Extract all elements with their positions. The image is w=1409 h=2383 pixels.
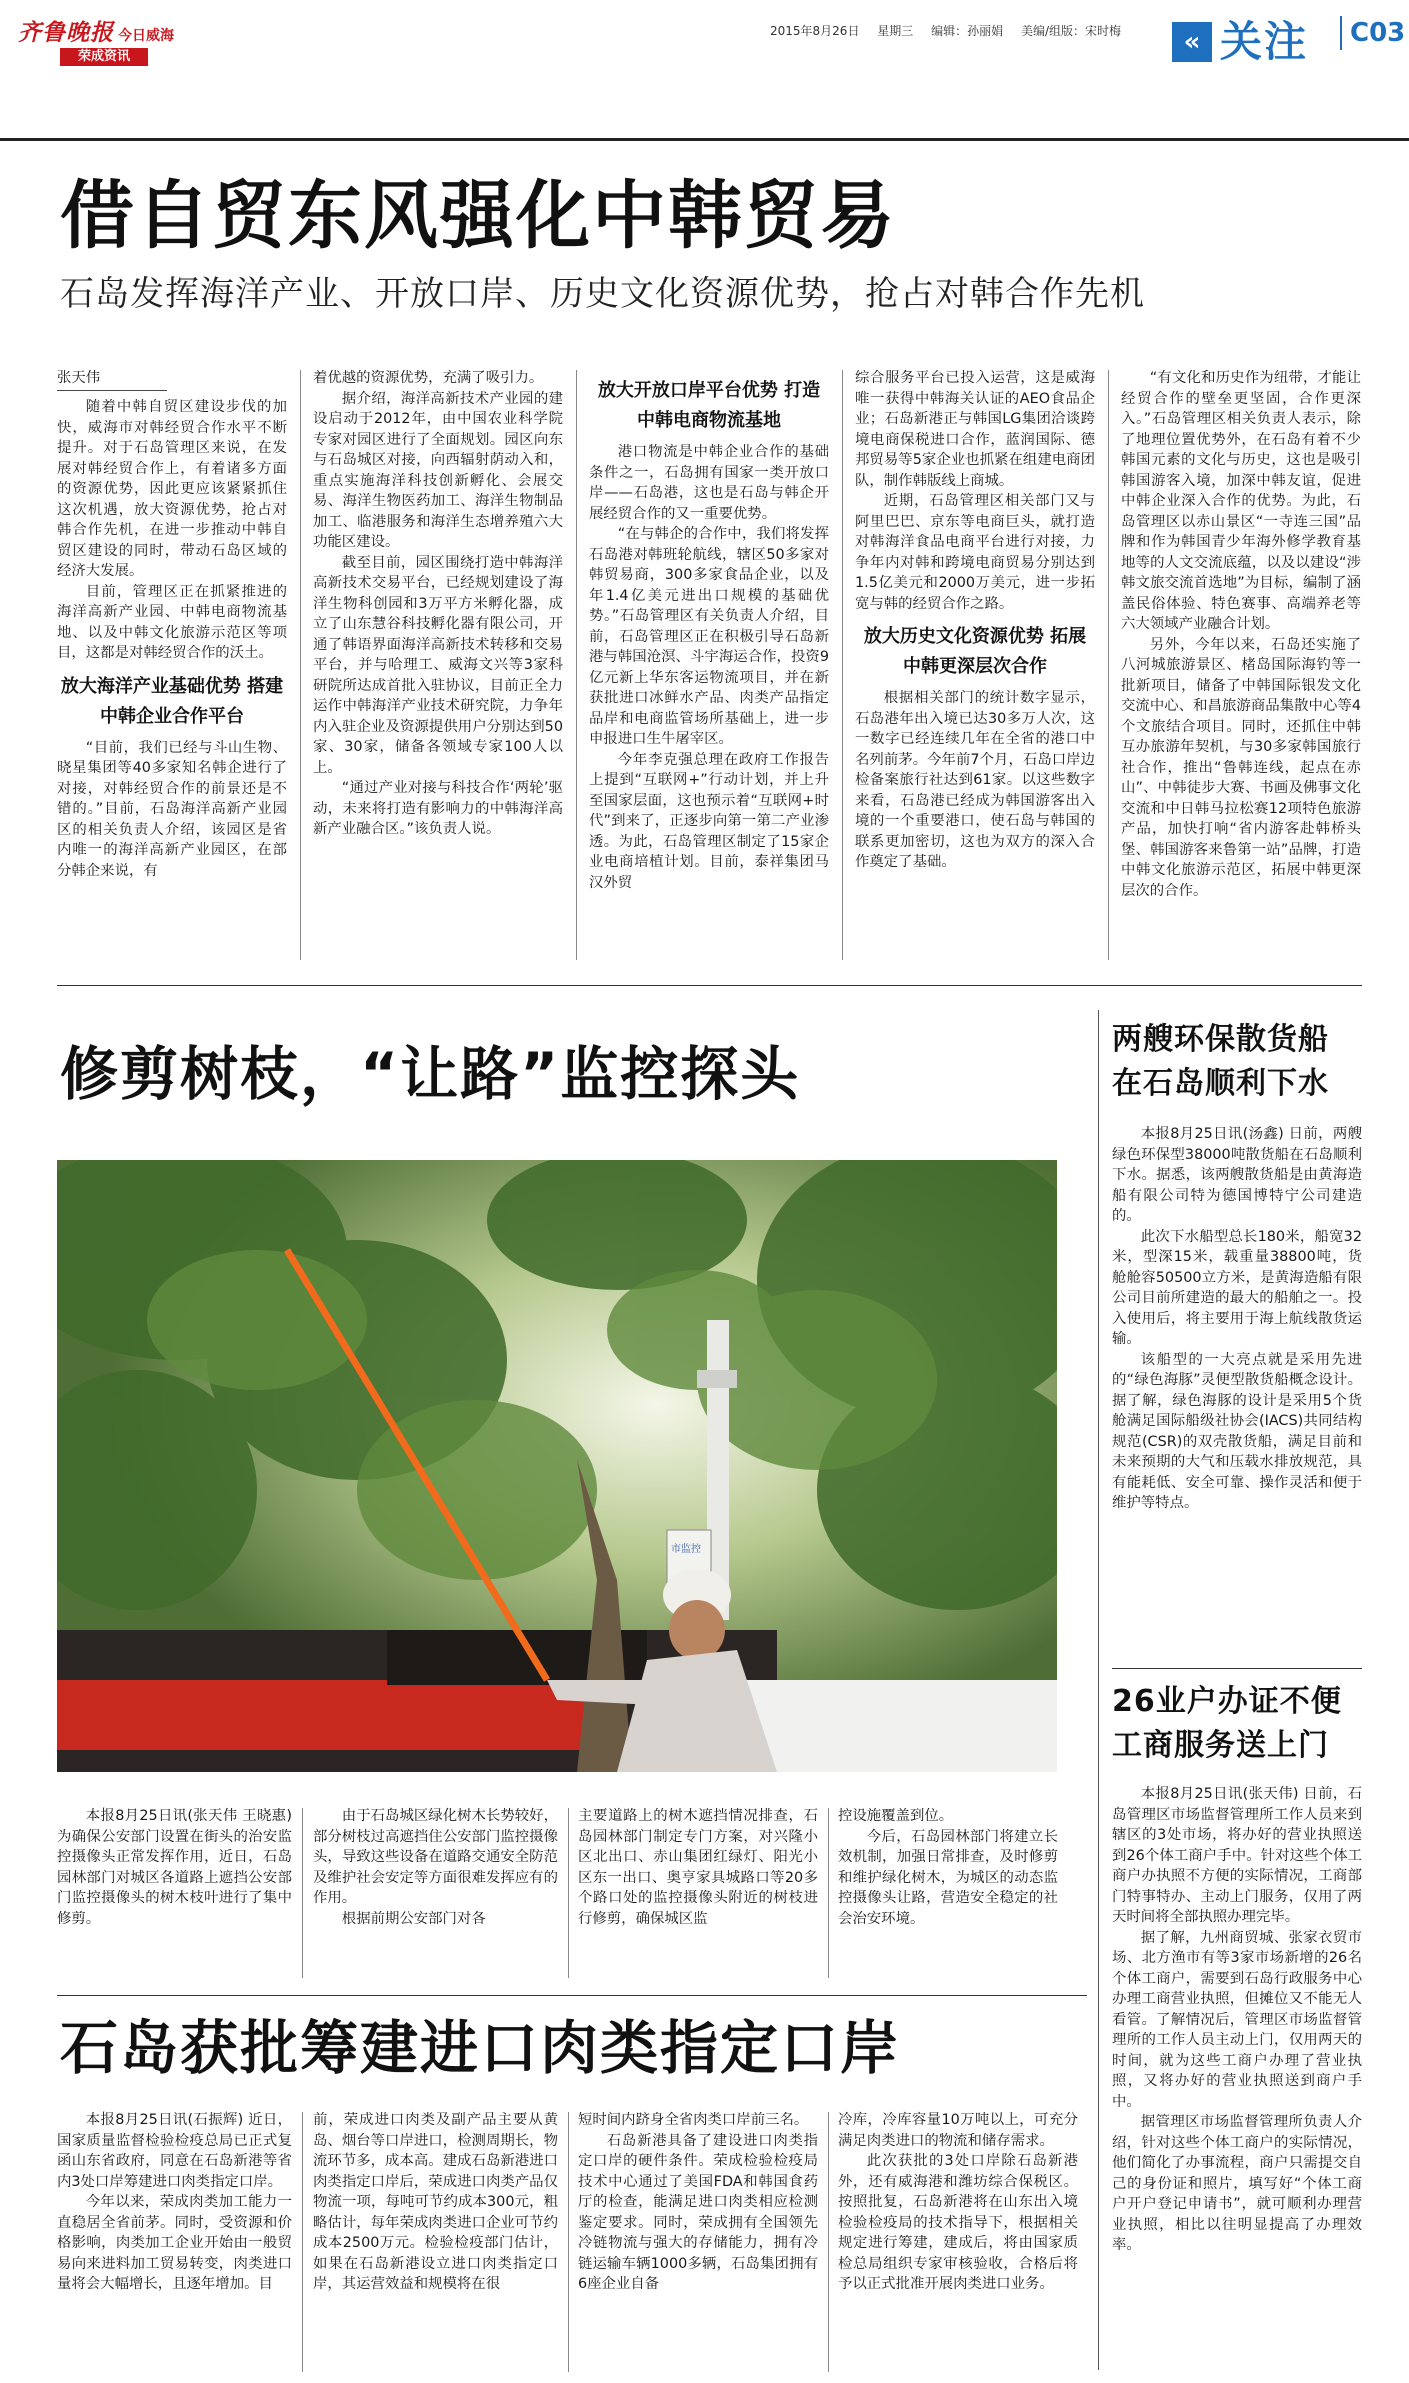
page-number: C03 xyxy=(1340,16,1405,50)
paragraph: 着优越的资源优势，充满了吸引力。 xyxy=(313,370,544,386)
editor-credit: 编辑：孙丽娟 xyxy=(931,24,1004,38)
article3-column-3 xyxy=(578,2110,818,2295)
paragraph: 今后，石岛园林部门将建立长效机制，加强日常排查，及时修剪和维护绿化树木，为城区的动态监控摄像头让路，营造安全稳定的社会治安环境。 xyxy=(838,1828,1058,1927)
paragraph: 今年李克强总理在政府工作报告上提到“互联网+”行动计划，并上升至国家层面，这也预示着“互联网+时代”到来了，正逐步向第一第二产业渗透。为此，石岛管理区制定了15家企业电商培植计划。目前，泰祥集团马汉外贸 xyxy=(589,751,829,891)
column-divider xyxy=(1108,370,1109,960)
article3-headline: 石岛获批筹建进口肉类指定口岸 xyxy=(60,2014,901,2082)
column-divider xyxy=(828,1808,829,1978)
paragraph: 目前，管理区正在抓紧推进的海洋高新产业园、中韩电商物流基地、以及中韩文化旅游示范区等项目，这都是对韩经贸合作的沃土。 xyxy=(57,583,287,661)
paragraph: 该船型的一大亮点就是采用先进的“绿色海豚”灵便型散货船概念设计。据了解，绿色海豚的设计是采用5个货舱满足国际船级社协会(IACS)共同结构规范(CSR)的双壳散货船，满足目前和未来预期的大气和压载水排放规范，具有能耗低、安全可靠、操作灵活和便于维护等特点。 xyxy=(1112,1351,1362,1511)
article1-column-2 xyxy=(313,368,563,840)
article2-column-3 xyxy=(578,1806,818,1929)
issue-date: 2015年8月26日 xyxy=(770,24,860,38)
column-divider xyxy=(300,370,301,960)
paragraph: 今年以来，荣成肉类加工能力一直稳居全省前茅。同时，受资源和价格影响，肉类加工企业开始由一般贸易向来进料加工贸易转变，肉类进口量将会大幅增长，且逐年增加。目 xyxy=(57,2194,292,2292)
paragraph: 前，荣成进口肉类及副产品主要从黄岛、烟台等口岸进口，检测周期长，物流环节多，成本高。建成石岛新港进口肉类指定口岸后，荣成进口肉类产品仅物流一项，每吨可节约成本300元，粗略估计，每年荣成肉类进口企业可节约成本2500万元。检验检疫部门估计，如果在石岛新港设立进口肉类指定口岸，其运营效益和规模将在很 xyxy=(313,2112,558,2292)
article2-column-4 xyxy=(838,1806,1058,1929)
section-label: 荣成资讯 xyxy=(60,48,148,66)
column-divider xyxy=(568,2112,569,2372)
paragraph: “在与韩企的合作中，我们将发挥石岛港对韩班轮航线，辖区50多家对韩贸易商，300多家食品企业，以及年1.4亿美元进出口规模的基础优势。”石岛管理区有关负责人介绍，目前，石岛管理区正在积极引导石岛新港与韩国沧溟、斗宇海运合作，投资9亿元新上华东客运物流项目，并在新获批进口冰鲜水产品、肉类产品指定品岸和电商监管场所基础上，进一步申报进口生牛屠宰区。 xyxy=(589,526,829,747)
paragraph: 港口物流是中韩企业合作的基础条件之一，石岛拥有国家一类开放口岸——石岛港，这也是石岛与韩企开展经贸合作的又一重要优势。 xyxy=(589,444,829,522)
paragraph: 本报8月25日讯(张天伟 王晓惠) 为确保公安部门设置在街头的治安监控摄像头正常发挥作用，近日，石岛园林部门对城区各道路上遮挡公安部门监控摄像头的树木枝叶进行了集中修剪。 xyxy=(57,1808,292,1927)
paragraph: 另外，今年以来，石岛还实施了八河城旅游景区、楮岛国际海钓等一批新项目，储备了中韩国际银发文化交流中心、和昌旅游商品集散中心等4个文旅结合项目。同时，还抓住中韩互办旅游年契机，与30多家韩国旅行社合作，推出“鲁韩连线，起点在赤山”、中韩徒步大赛、书画及佛事文化交流和中日韩马拉松赛12项特色旅游产品，加快打响“省内游客赴韩桥头堡、韩国游客来鲁第一站”品牌，打造中韩文化旅游示范区，拓展中韩更深层次的合作。 xyxy=(1121,636,1361,899)
article1-byline: 张天伟 xyxy=(57,368,167,391)
sidebar1-headline-line1: 两艘环保散货船 xyxy=(1112,1022,1329,1057)
paragraph: 控设施覆盖到位。 xyxy=(838,1808,954,1824)
sidebar1-body xyxy=(1112,1124,1362,1514)
column-divider xyxy=(302,2112,303,2372)
paragraph: 近期，石岛管理区相关部门又与阿里巴巴、京东等电商巨头，就打造对韩海洋食品电商平台进行对接，力争年内对韩和跨境电商贸易分别达到1.5亿美元和2000万美元，进一步拓宽与韩的经贸合作之路。 xyxy=(855,493,1095,612)
double-chevron-left-icon: « xyxy=(1172,22,1212,62)
paragraph: 据介绍，海洋高新技术产业园的建设启动于2012年，由中国农业科学院专家对园区进行了全面规划。园区向东与石岛城区对接，向西辐射荫动入和，重点实施海洋科技创新孵化、会展交易、海洋生物医药加工、海洋生物制品加工、临港服务和海洋生态增养殖六大功能区建设。 xyxy=(313,390,563,550)
article2-column-2 xyxy=(313,1806,558,1929)
paragraph: 此次下水船型总长180米，船宽32米，型深15米，载重量38800吨，货舱舱容50500立方米，是黄海造船有限公司目前所建造的最大的船舶之一。投入使用后，将主要用于海上航线散货运输。 xyxy=(1112,1228,1362,1347)
column-divider xyxy=(568,1808,569,1978)
article1-column-5 xyxy=(1121,368,1361,901)
article1-subhead-3: 放大历史文化资源优势 拓展中韩更深层次合作 xyxy=(863,626,1087,677)
sidebar2-headline-line2: 工商服务送上门 xyxy=(1112,1728,1329,1763)
column-name: 关注 xyxy=(1220,17,1309,66)
article1-column-4 xyxy=(855,368,1095,873)
paragraph: 石岛新港具备了建设进口肉类指定口岸的硬件条件。荣成检验检疫局技术中心通过了美国FDA和韩国食药厅的检查，能满足进口肉类相应检测鉴定要求。同时，荣成拥有全国领先冷链物流与强大的存储能力，拥有冷链运输车辆1000多辆，石岛集团拥有6座企业自备 xyxy=(578,2132,818,2292)
edition-name: 今日威海 xyxy=(118,28,174,44)
paragraph: 综合服务平台已投入运营，这是威海唯一获得中韩海关认证的AEO食品企业；石岛新港正与韩国LG集团洽谈跨境电商保税进口合作，蓝润国际、德邦贸易等5家企业也抓紧在组建电商团队，制作韩版线上商城。 xyxy=(855,370,1095,489)
column-divider xyxy=(828,2112,829,2372)
sidebar1 xyxy=(1112,1018,1362,1514)
article1-headline: 借自贸东风强化中韩贸易 xyxy=(60,173,896,259)
photo-sign-text: 市监控 xyxy=(671,1544,701,1555)
photo-tree-pruning xyxy=(57,1160,1057,1772)
masthead-rule xyxy=(0,138,1409,141)
sidebar-divider xyxy=(1098,1010,1099,2370)
issue-weekday: 星期三 xyxy=(877,24,914,38)
column-divider xyxy=(302,1808,303,1978)
paragraph: 随着中韩自贸区建设步伐的加快，威海市对韩经贸合作水平不断提升。对于石岛管理区来说，在发展对韩经贸合作上，有着诸多方面的资源优势，因此更应该紧紧抓住这次机遇，放大资源优势，抢占对韩合作先机，在进一步推动中韩自贸区建设的同时，带动石岛区域的经济大发展。 xyxy=(57,399,287,579)
photo-tree-pruning-icon xyxy=(57,1160,1057,1772)
column-divider xyxy=(842,370,843,960)
sidebar2-headline-line1: 26业户办证不便 xyxy=(1112,1684,1342,1719)
section-divider xyxy=(57,985,1362,986)
paragraph: “有文化和历史作为纽带，才能让经贸合作的壁垒更坚固，合作更深入。”石岛管理区相关负责人表示，除了地理位置优势外，在石岛有着不少韩国元素的文化与历史，这也是吸引韩国游客入境，加深中韩友谊，促进中韩企业深入合作的优势。为此，石岛管理区以赤山景区“一寺连三国”品牌和作为韩国青少年海外修学教育基地等的人文交流底蕴，以及以建设“涉韩文旅交流首选地”为目标，编制了涵盖民俗体验、特色赛事、高端养老等六大领域产业融合计划。 xyxy=(1121,370,1361,632)
paper-name: 齐鲁晚报 xyxy=(18,19,114,46)
section-divider xyxy=(57,1995,1087,1996)
column-divider xyxy=(576,370,577,960)
article1-subheadline: 石岛发挥海洋产业、开放口岸、历史文化资源优势，抢占对韩合作先机 xyxy=(60,274,1145,314)
paragraph: 由于石岛城区绿化树木长势较好，部分树枝过高遮挡住公安部门监控摄像头，导致这些设备在道路交通安全防范及维护社会安定等方面很难发挥应有的作用。 xyxy=(313,1808,558,1906)
article1-subhead-2: 放大开放口岸平台优势 打造中韩电商物流基地 xyxy=(597,380,821,431)
paragraph: 截至目前，园区围绕打造中韩海洋高新技术交易平台，已经规划建设了海洋生物科创园和3万平方米孵化器，成立了山东慧谷科技孵化器有限公司，开通了韩语界面海洋高新技术转移和交易平台，并与哈理工、威海文兴等3家科研院所达成首批入驻协议，目前正全力运作中韩海洋产业技术研究院，力争年内入驻企业及资源提供用户分别达到50家、30家，储备各领域专家100人以上。 xyxy=(313,554,563,776)
sidebar1-headline-line2: 在石岛顺利下水 xyxy=(1112,1066,1329,1101)
article1-column-1 xyxy=(57,368,287,881)
article3-column-4 xyxy=(838,2110,1078,2295)
newspaper-logo xyxy=(18,14,198,46)
paragraph: 根据相关部门的统计数字显示，石岛港年出入境已达30多万人次，这一数字已经连续几年在全省的港口中名列前茅。今年前7个月，石岛口岸边检备案旅行社达到61家。以这些数字来看，石岛港已经成为韩国游客出入境的一个重要港口，使石岛与韩国的联系更加密切，这也为双方的深入合作奠定了基础。 xyxy=(855,690,1095,870)
paragraph: 此次获批的3处口岸除石岛新港外，还有威海港和潍坊综合保税区。按照批复，石岛新港将在山东出入境检验检疫局的技术指导下，根据相关规定进行筹建，建成后，将由国家质检总局组织专家审核验收，合格后将予以正式批准开展肉类进口业务。 xyxy=(838,2153,1078,2292)
paragraph: “通过产业对接与科技合作‘两轮’驱动，未来将打造有影响力的中韩海洋高新产业融合区。”该负责人说。 xyxy=(313,780,563,837)
article3-column-2 xyxy=(313,2110,558,2295)
article1-column-3 xyxy=(589,368,829,893)
article2-column-1 xyxy=(57,1806,292,1929)
designer-credit: 美编/组版：宋时梅 xyxy=(1020,24,1122,38)
sidebar2-body xyxy=(1112,1784,1362,2256)
paragraph: “目前，我们已经与斗山生物、晓星集团等40多家知名韩企进行了对接，对韩经贸合作的前景还是不错的。”目前，石岛海洋高新产业园区的相关负责人介绍，该园区是省内唯一的海洋高新产业园区，在部分韩企来说，有 xyxy=(57,739,287,879)
article3-column-1 xyxy=(57,2110,292,2295)
dateline xyxy=(770,22,1135,39)
sidebar2 xyxy=(1112,1680,1362,2256)
article2-headline: 修剪树枝，“让路”监控探头 xyxy=(60,1040,801,1108)
column-banner xyxy=(1172,14,1332,68)
paragraph: 本报8月25日讯(汤鑫) 日前，两艘绿色环保型38000吨散货船在石岛顺利下水。据悉，该两艘散货船是由黄海造船有限公司特为德国博特宁公司建造的。 xyxy=(1112,1126,1362,1224)
paragraph: 短时间内跻身全省肉类口岸前三名。 xyxy=(578,2112,809,2128)
paragraph: 冷库，冷库容量10万吨以上，可充分满足肉类进口的物流和储存需求。 xyxy=(838,2112,1078,2149)
paragraph: 主要道路上的树木遮挡情况排查，石岛园林部门制定专门方案，对兴隆小区北出口、赤山集团红绿灯、阳光小区东一出口、奥亨家具城路口等20多个路口处的监控摄像头附近的树枝进行修剪，确保城区监 xyxy=(578,1808,818,1927)
paragraph: 根据前期公安部门对各 xyxy=(341,1910,486,1927)
paragraph: 本报8月25日讯(张天伟) 日前，石岛管理区市场监督管理所工作人员来到辖区的3处市场，将办好的营业执照送到26个体工商户手中。针对这些个体工商户办执照不方便的实际情况，工商部门特事特办、主动上门服务，仅用了两天时间将全部执照办理完毕。 xyxy=(1112,1786,1362,1925)
sidebar-rule xyxy=(1112,1668,1362,1669)
paragraph: 据管理区市场监督管理所负责人介绍，针对这些个体工商户的实际情况，他们简化了办事流程，商户只需提交自己的身份证和照片，填写好“个体工商户开户登记申请书”，就可顺利办理营业执照，相比以往明显提高了办理效率。 xyxy=(1112,2114,1362,2253)
paragraph: 本报8月25日讯(石振辉) 近日，国家质量监督检验检疫总局已正式复函山东省政府，同意在石岛新港等省内3处口岸筹建进口肉类指定口岸。 xyxy=(57,2112,292,2190)
article1-subhead-1: 放大海洋产业基础优势 搭建中韩企业合作平台 xyxy=(60,675,284,727)
paragraph: 据了解，九州商贸城、张家衣贸市场、北方渔市有等3家市场新增的26名个体工商户，需要到石岛行政服务中心办理工商营业执照，但摊位又不能无人看管。了解情况后，管理区市场监督管理所的工作人员主动上门，仅用两天的时间，就为这些工商户办理了营业执照，又将办好的营业执照送到商户手中。 xyxy=(1112,1929,1362,2110)
